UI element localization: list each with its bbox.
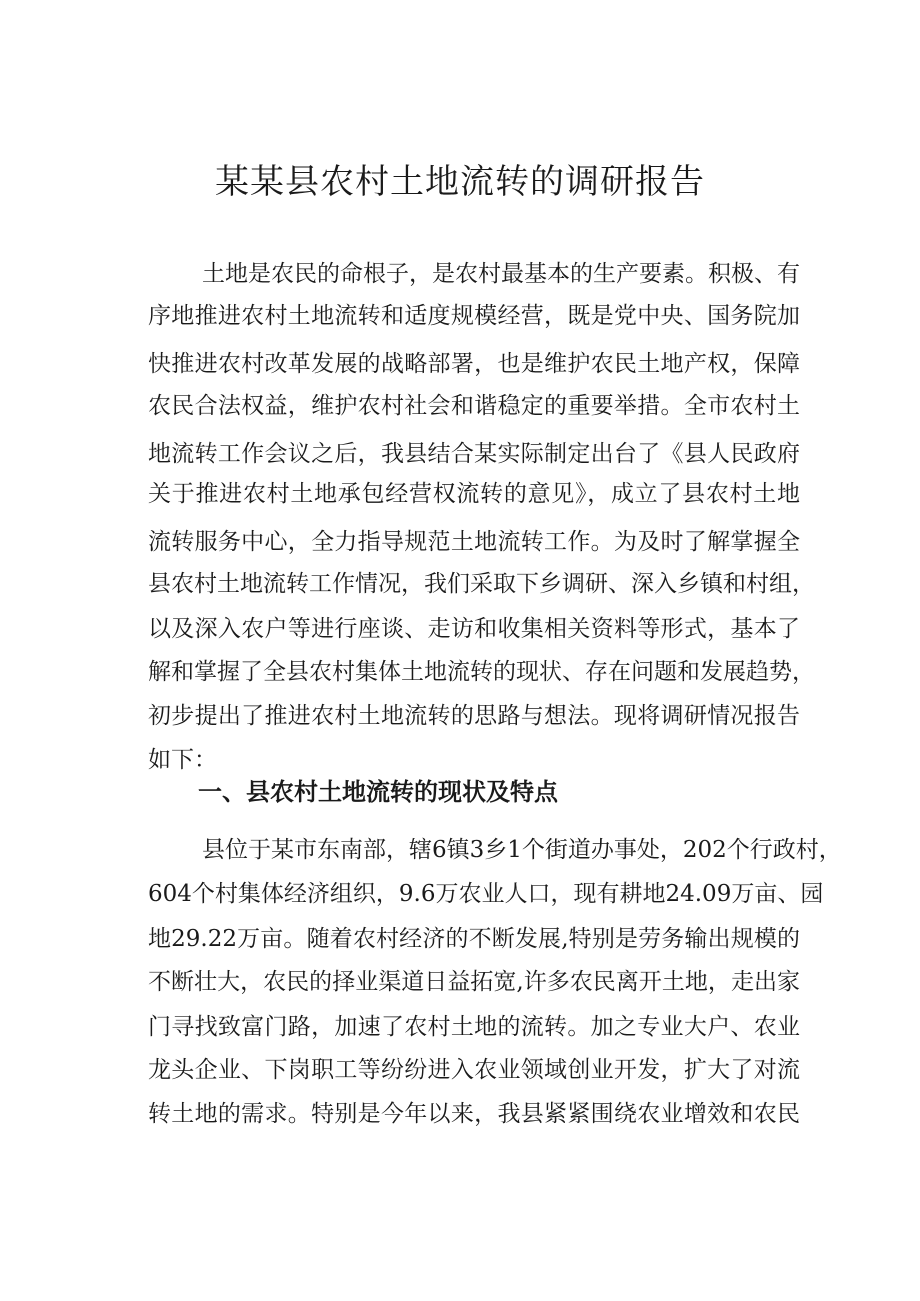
paragraph-line: 转土地的需求。特别是今年以来，我县紧紧围绕农业增效和农民 (148, 1101, 800, 1127)
paragraph-line: 龙头企业、下岗职工等纷纷进入农业领域创业开发，扩大了对流 (148, 1057, 800, 1083)
paragraph-line: 以及深入农户等进行座谈、走访和收集相关资料等形式，基本了 (148, 616, 800, 642)
paragraph-line: 序地推进农村土地流转和适度规模经营，既是党中央、国务院加 (148, 303, 800, 329)
paragraph-line: 快推进农村改革发展的战略部署，也是维护农民土地产权，保障 (148, 351, 800, 377)
document-title: 某某县农村土地流转的调研报告 (215, 162, 705, 202)
section-heading: 一、县农村土地流转的现状及特点 (198, 778, 558, 806)
paragraph-line: 地流转工作会议之后，我县结合某实际制定出台了《县人民政府 (148, 441, 800, 467)
paragraph-line: 初步提出了推进农村土地流转的思路与想法。现将调研情况报告 (148, 703, 800, 729)
paragraph-line: 关于推进农村土地承包经营权流转的意见》，成立了县农村土地 (148, 481, 800, 507)
paragraph-line: 604个村集体经济组织，9.6万农业人口，现有耕地24.09万亩、园 (148, 881, 824, 907)
paragraph-line: 门寻找致富门路，加速了农村土地的流转。加之专业大户、农业 (148, 1014, 800, 1040)
paragraph-line: 如下： (148, 747, 217, 773)
paragraph-line: 县位于某市东南部，辖6镇3乡1个街道办事处，202个行政村， (202, 837, 842, 863)
paragraph-line: 解和掌握了全县农村集体土地流转的现状、存在问题和发展趋势， (148, 659, 815, 685)
paragraph-line: 流转服务中心，全力指导规范土地流转工作。为及时了解掌握全 (148, 529, 800, 555)
paragraph-line: 地29.22万亩。随着农村经济的不断发展,特别是劳务输出规模的 (148, 926, 800, 952)
paragraph-line: 县农村土地流转工作情况，我们采取下乡调研、深入乡镇和村组， (148, 571, 815, 597)
paragraph-line: 农民合法权益，维护农村社会和谐稳定的重要举措。全市农村土 (148, 393, 800, 419)
paragraph-line: 土地是农民的命根子，是农村最基本的生产要素。积极、有 (202, 261, 800, 287)
paragraph-line: 不断壮大，农民的择业渠道日益拓宽,许多农民离开土地，走出家 (148, 969, 800, 995)
